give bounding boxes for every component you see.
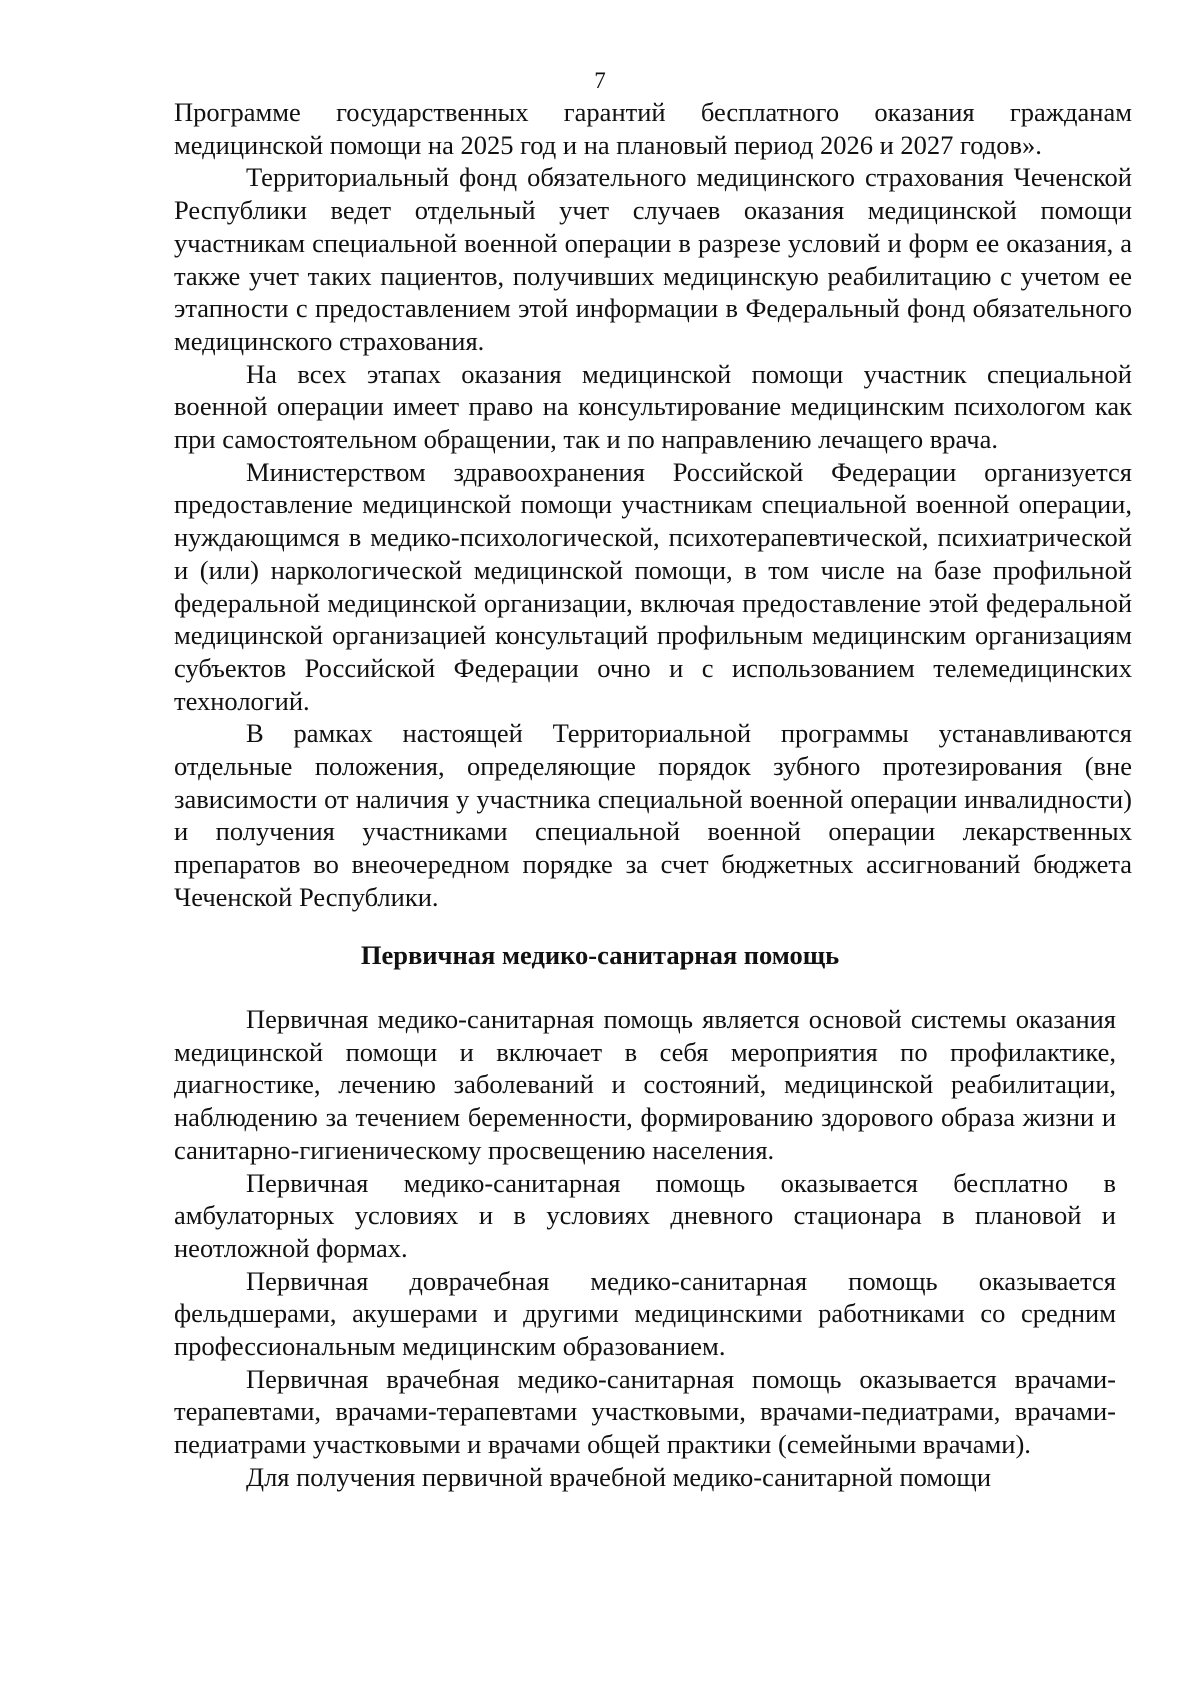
paragraph-physician-care: Первичная врачебная медико-санитарная помощь оказывается врачами-терапевтами, врачами-терапевтами участковыми, врачами-педиатрами, врачами-педиатрами участковыми и врачами общей практики (семейными врачами). bbox=[174, 1363, 1116, 1460]
text-block-top bbox=[174, 96, 1132, 914]
page-number: 7 bbox=[594, 68, 606, 93]
paragraph-dental-and-medicines: В рамках настоящей Территориальной программы устанавливаются отдельные положения, определяющие порядок зубного протезирования (вне зависимости от наличия у участника специальной военной операции инвалидности) и получения участниками специальной военной операции лекарственных препаратов во внеочередном порядке за счет бюджетных ассигнований бюджета Чеченской Республики. bbox=[174, 718, 1132, 912]
text-block-primary-care bbox=[174, 1003, 1116, 1494]
paragraph-ministry-care: Министерством здравоохранения Российской Федерации организуется предоставление медицинской помощи участникам специальной военной операции, нуждающимся в медико-психологической, психотерапевтической, психиатрической и (или) наркологической медицинской помощи, в том числе на базе профильной федеральной медицинской организации, включая предоставление этой федеральной медицинской организацией консультаций профильным медицинским организациям субъектов Российской Федерации очно и с использованием телемедицинских технологий. bbox=[174, 456, 1132, 716]
paragraph-pre-physician-care: Первичная доврачебная медико-санитарная помощь оказывается фельдшерами, акушерами и другими медицинскими работниками со средним профессиональным медицинским образованием. bbox=[174, 1265, 1116, 1362]
paragraph-continuation: Программе государственных гарантий бесплатного оказания гражданам медицинской помощи на 2025 год и на плановый период 2026 и 2027 годов». bbox=[174, 97, 1132, 160]
paragraph-fund-accounting: Территориальный фонд обязательного медицинского страхования Чеченской Республики ведет отдельный учет случаев оказания медицинской помощи участникам специальной военной операции в разрезе условий и форм ее оказания, а также учет таких пациентов, получивших медицинскую реабилитацию с учетом ее этапности с предоставлением этой информации в Федеральный фонд обязательного медицинского страхования. bbox=[174, 162, 1132, 356]
paragraph-obtaining-care: Для получения первичной врачебной медико-санитарной помощи bbox=[246, 1461, 992, 1492]
section-heading: Первичная медико-санитарная помощь bbox=[360, 940, 840, 970]
paragraph-primary-care-definition: Первичная медико-санитарная помощь является основой системы оказания медицинской помощи и включает в себя мероприятия по профилактике, диагностике, лечению заболеваний и состояний, медицинской реабилитации, наблюдению за течением беременности, формированию здорового образа жизни и санитарно-гигиеническому просвещению населения. bbox=[174, 1004, 1116, 1165]
paragraph-primary-care-free: Первичная медико-санитарная помощь оказывается бесплатно в амбулаторных условиях и в условиях дневного стационара в плановой и неотложной формах. bbox=[174, 1167, 1116, 1263]
paragraph-psychologist-consultation: На всех этапах оказания медицинской помощи участник специальной военной операции имеет право на консультирование медицинским психологом как при самостоятельном обращении, так и по направлению лечащего врача. bbox=[174, 358, 1132, 455]
